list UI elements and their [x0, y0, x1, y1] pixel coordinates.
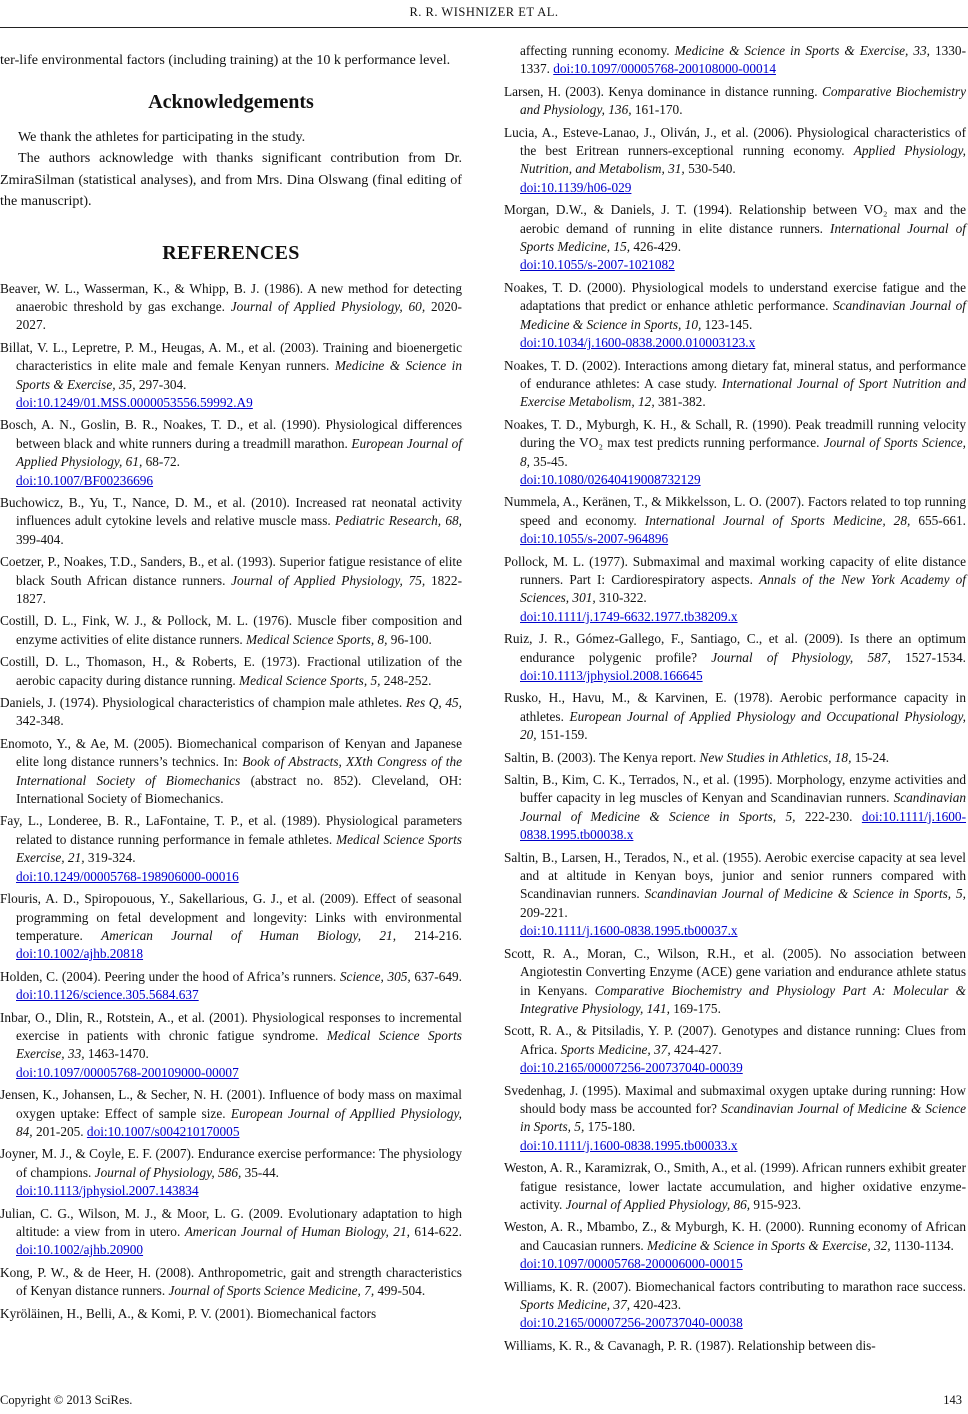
reference-entry	[504, 42, 966, 79]
reference-authors-title: Morgan, D.W., & Daniels, J. T. (1994). Relationship between VO₂ max and the aerobic demand of running in elite distance runners.	[504, 202, 966, 236]
reference-doi-link[interactable]: doi:10.1002/ajhb.20818	[16, 946, 144, 962]
reference-journal: European Journal of Applied Physiology, 61,	[16, 435, 462, 470]
reference-entry	[0, 612, 462, 649]
reference-journal: Journal of Applied Physiology, 60,	[230, 298, 426, 314]
reference-journal: Medical Science Sports, 8,	[246, 631, 388, 647]
reference-authors-title: Weston, A. R., Karamizrak, O., Smith, A., et al. (1999). African runners exhibit greater fatigue resistance, lower lactate accumulation, and higher oxidative enzyme-activity.	[504, 1160, 966, 1212]
reference-entry	[504, 689, 966, 744]
reference-pages: 530-540.	[684, 161, 736, 177]
reference-pages: 35-45.	[529, 453, 568, 469]
reference-authors-title: Flouris, A. D., Spiropouous, Y., Sakellarious, G. J., et al. (2009). Effect of seasonal programming on fetal development and longevity: Links with environmental temperature.	[0, 891, 462, 943]
reference-pages: 319-324.	[84, 850, 136, 866]
reference-doi-link[interactable]: doi:10.1113/jphysiol.2008.166645	[520, 668, 703, 683]
reference-journal: Journal of Applied Physiology, 86,	[565, 1196, 751, 1212]
reference-journal: American Journal of Human Biology, 21,	[184, 1224, 410, 1239]
reference-doi-link[interactable]: doi:10.1002/ajhb.20900	[16, 1242, 144, 1258]
reference-authors-title: Ruiz, J. R., Gómez-Gallego, F., Santiago, C., et al. (2009). Is there an optimum endurance polygenic profile?	[504, 631, 966, 665]
reference-authors-title: Scott, R. A., Moran, C., Wilson, R.H., et al. (2005). No association between Angiotestin Converting Enzyme (ACE) gene variation and endurance athlete status in Kenyans.	[504, 945, 966, 998]
reference-entry	[504, 771, 966, 845]
reference-pages: 123-145.	[701, 316, 753, 332]
header-rule	[0, 27, 968, 28]
reference-journal: Applied Physiology, Nutrition, and Metabolism, 31,	[520, 143, 966, 177]
reference-authors-title: Buchowicz, B., Yu, T., Nance, D. M., et al. (2010). Increased rat neonatal activity influences adult cytokine levels and relative muscle mass.	[0, 494, 462, 529]
reference-doi-link[interactable]: doi:10.1080/02640419008732129	[520, 471, 701, 487]
reference-authors-title: Saltin, B., Larsen, H., Terados, N., et al. (1955). Aerobic exercise capacity at sea level and at altitude in Kenyan boys, junior and senior runners compared with Scandinavian runners.	[504, 849, 966, 902]
ack-paragraph-2: The authors acknowledge with thanks significant contribution from Dr. ZmiraSilman (statistical analyses), and from Mrs. Dina Olswang (final editing of the manuscript).	[0, 150, 462, 209]
reference-entry	[0, 812, 462, 886]
reference-entry	[504, 945, 966, 1019]
reference-entry	[0, 416, 462, 490]
reference-pages: 209-221.	[520, 904, 568, 920]
reference-authors-title: Costill, D. L., Thomason, H., & Roberts, E. (1973). Fractional utilization of the aerobic capacity during distance running.	[0, 654, 462, 688]
reference-authors-title: affecting running economy.	[520, 43, 675, 58]
reference-authors-title: Daniels, J. (1974). Physiological characteristics of champion male athletes.	[0, 695, 406, 711]
reference-journal: Scandinavian Journal of Medicine & Science in Sports, 5,	[520, 1100, 966, 1135]
reference-pages: 214-216.	[396, 927, 463, 943]
reference-pages: 1527-1534.	[890, 649, 967, 665]
reference-journal: Medical Science Sports Exercise, 33,	[16, 1027, 462, 1062]
reference-journal: Journal of Physiology, 586,	[94, 1164, 242, 1180]
reference-entry	[0, 1205, 462, 1260]
reference-pages: 1463-1470.	[84, 1046, 149, 1062]
reference-authors-title: Lucia, A., Esteve-Lanao, J., Oliván, J., et al. (2006). Physiological characteristics of the best Eritrean runners-exceptional running economy.	[504, 124, 966, 159]
reference-doi-link[interactable]: doi:10.1055/s-2007-964896	[520, 531, 669, 547]
reference-doi-link[interactable]: doi:10.2165/00007256-200737040-00038	[520, 1315, 743, 1331]
reference-pages: 151-159.	[536, 727, 588, 743]
reference-entry	[0, 494, 462, 549]
reference-pages: 68-72.	[142, 454, 180, 470]
reference-pages: 297-304.	[135, 376, 187, 392]
reference-authors-title: Kyröläinen, H., Belli, A., & Komi, P. V. (2001). Biomechanical factors	[0, 1305, 377, 1321]
reference-entry	[0, 653, 462, 690]
reference-entry	[504, 553, 966, 627]
reference-journal: Medicine & Science in Sports & Exercise, 35,	[16, 358, 462, 392]
reference-pages: 399-404.	[16, 531, 64, 547]
reference-authors-title: Bosch, A. N., Goslin, B. R., Noakes, T. D., et al. (1990). Physiological differences between black and white runners during a treadmill marathon.	[0, 417, 462, 451]
reference-journal: Science, 305,	[339, 968, 411, 984]
reference-doi-link[interactable]: doi:10.1097/00005768-200109000-00007	[16, 1064, 239, 1080]
reference-doi-link[interactable]: doi:10.1249/00005768-198906000-00016	[16, 868, 239, 884]
reference-pages: 222-230.	[795, 808, 862, 824]
reference-authors-title: Svedenhag, J. (1995). Maximal and submaximal oxygen uptake during running: How should body mass be accounted for?	[504, 1082, 966, 1116]
reference-authors-title: Kong, P. W., & de Heer, H. (2008). Anthropometric, gait and strength characteristics of Kenyan distance runners.	[0, 1264, 462, 1299]
reference-entry	[0, 553, 462, 608]
reference-authors-title: Joyner, M. J., & Coyle, E. F. (2007). Endurance exercise performance: The physiology of champions.	[0, 1146, 462, 1180]
reference-entry	[0, 890, 462, 964]
reference-journal: Medical Science Sports Exercise, 21,	[16, 831, 462, 866]
reference-authors-title: Fay, L., Londeree, B. R., LaFontaine, T. P., et al. (1989). Physiological parameters related to distance running performance in female athletes.	[0, 813, 462, 847]
reference-doi-link[interactable]: doi:10.1097/00005768-200006000-00015	[520, 1256, 743, 1272]
reference-authors-title: Larsen, H. (2003). Kenya dominance in distance running.	[504, 83, 823, 99]
reference-entry	[0, 694, 462, 731]
reference-journal: European Journal of Applied Physiology and Occupational Physiology, 20,	[520, 708, 966, 743]
reference-authors-title: Weston, A. R., Mbambo, Z., & Myburgh, K. H. (2000). Running economy of African and Caucasian runners.	[504, 1219, 966, 1253]
reference-journal: Medicine & Science in Sports & Exercise, 32,	[647, 1237, 891, 1253]
intro-tail-paragraph: ter-life environmental factors (including training) at the 10 k performance level.	[0, 52, 451, 68]
reference-journal: International Journal of Sports Medicine, 28,	[644, 512, 911, 528]
reference-pages: 342-348.	[16, 713, 64, 729]
reference-doi-link[interactable]: doi:10.1007/BF00236696	[16, 472, 154, 488]
reference-doi-link[interactable]: doi:10.1097/00005768-200108000-00014	[553, 61, 776, 77]
reference-authors-title: Julian, C. G., Wilson, M. J., & Moor, L. G. (2009. Evolutionary adaptation to high altitude: a view from in utero.	[0, 1205, 462, 1239]
reference-entry	[504, 201, 966, 275]
reference-pages: 35-44.	[241, 1164, 279, 1180]
reference-authors-title: Billat, V. L., Lepretre, P. M., Heugas, A. M., et al. (2003). Training and bioenergetic characteristics in elite male and female Kenyan runners.	[0, 339, 462, 374]
reference-journal: New Studies in Athletics, 18,	[699, 749, 852, 765]
reference-entry	[0, 968, 462, 1005]
reference-entry	[504, 416, 966, 490]
reference-doi-link[interactable]: doi:10.1034/j.1600-0838.2000.010003123.x	[520, 335, 756, 351]
reference-pages: 915-923.	[750, 1196, 802, 1212]
reference-doi-link[interactable]: doi:10.1055/s-2007-1021082	[520, 257, 675, 273]
reference-journal: European Journal of Appllied Physiology, 84,	[16, 1105, 463, 1139]
reference-entry	[504, 279, 966, 353]
reference-journal: Sports Medicine, 37,	[520, 1297, 631, 1312]
acknowledgements-heading: Acknowledgements	[148, 90, 314, 113]
reference-journal: American Journal of Human Biology, 21,	[101, 927, 397, 943]
reference-pages: 96-100.	[387, 631, 432, 647]
reference-list-left	[0, 280, 462, 1324]
reference-authors-title: Costill, D. L., Fink, W. J., & Pollock, M. L. (1976). Muscle fiber composition and enzyme activities of elite distance runners.	[0, 613, 462, 647]
reference-authors-title: Williams, K. R., & Cavanagh, P. R. (1987). Relationship between dis-	[504, 1337, 876, 1353]
references-heading: REFERENCES	[162, 241, 300, 264]
reference-pages: 161-170.	[631, 102, 683, 118]
reference-journal: Annals of the New York Academy of Sciences, 301,	[520, 571, 966, 606]
reference-entry	[0, 1086, 462, 1141]
running-head: R. R. WISHNIZER ET AL.	[409, 5, 559, 19]
reference-doi-link[interactable]: doi:10.1126/science.305.5684.637	[16, 987, 199, 1003]
reference-pages: 637-649.	[410, 968, 462, 984]
reference-journal: Journal of Physiology, 587,	[711, 649, 891, 665]
reference-entry	[504, 357, 966, 412]
reference-doi-link[interactable]: doi:10.2165/00007256-200737040-00039	[520, 1060, 743, 1076]
reference-journal: Pediatric Research, 68,	[335, 513, 462, 529]
reference-pages: 1330-1337.	[520, 43, 967, 77]
reference-entry	[504, 1159, 966, 1214]
reference-journal: Medicine & Science in Sports & Exercise, 33,	[674, 43, 930, 58]
right-column	[504, 42, 966, 1359]
reference-doi-link[interactable]: doi:10.1111/j.1600-0838.1995.tb00033.x	[520, 1137, 738, 1153]
reference-entry	[0, 1009, 462, 1083]
reference-pages: 614-622.	[409, 1224, 462, 1239]
reference-authors-title: Inbar, O., Dlin, R., Rotstein, A., et al. (2001). Physiological responses to incremental exercise in patients with chronic fatigue syndrome.	[0, 1009, 462, 1043]
reference-entry	[504, 630, 966, 685]
reference-journal: Scandinavian Journal of Medicine & Science in Sports, 5,	[644, 886, 967, 902]
reference-pages: 169-175.	[669, 1000, 721, 1016]
reference-entry	[504, 1218, 966, 1273]
reference-journal: Journal of Applied Physiology, 75,	[231, 572, 426, 588]
reference-journal: Journal of Sports Science, 8,	[520, 435, 967, 469]
reference-doi-link[interactable]: doi:10.1111/j.1749-6632.1977.tb38209.x	[520, 608, 738, 624]
reference-doi-link[interactable]: doi:10.1111/j.1600-0838.1995.tb00037.x	[520, 923, 738, 939]
reference-doi-link[interactable]: doi:10.1249/01.MSS.0000053556.59992.A9	[16, 394, 253, 410]
reference-doi-link[interactable]: doi:10.1111/j.1600-0838.1995.tb00038.x	[520, 808, 967, 843]
reference-journal: Sports Medicine, 37,	[560, 1041, 671, 1057]
reference-entry	[0, 1305, 462, 1323]
reference-pages: 201-205.	[32, 1123, 87, 1139]
reference-entry	[504, 849, 966, 941]
reference-entry	[504, 124, 966, 198]
reference-journal: Scandinavian Journal of Medicine & Science in Sports, 10,	[520, 298, 966, 332]
reference-authors-title: Rusko, H., Havu, M., & Karvinen, E. (1978). Aerobic performance capacity in athletes.	[504, 690, 966, 724]
reference-entry	[504, 1022, 966, 1077]
reference-pages: 248-252.	[380, 672, 432, 688]
reference-authors-title: Williams, K. R. (2007). Biomechanical factors contributing to marathon race success.	[504, 1278, 966, 1294]
reference-entry	[504, 1278, 966, 1333]
reference-authors-title: Noakes, T. D., Myburgh, K. H., & Schall, R. (1990). Peak treadmill running velocity during the VO₂ max test predicts running performance.	[504, 416, 966, 451]
reference-authors-title: Enomoto, Y., & Ae, M. (2005). Biomechanical comparison of Kenyan and Japanese elite long distance runners’s technics. In:	[0, 735, 462, 770]
reference-authors-title: Beaver, W. L., Wasserman, K., & Whipp, B. J. (1986). A new method for detecting anaerobic threshold by gas exchange.	[0, 280, 462, 314]
reference-entry	[504, 1337, 966, 1355]
reference-authors-title: Nummela, A., Keränen, T., & Mikkelsson, L. O. (2007). Factors related to top running speed and economy.	[504, 494, 966, 528]
reference-journal: International Journal of Sports Medicine, 15,	[520, 220, 967, 255]
reference-doi-link[interactable]: doi:10.1113/jphysiol.2007.143834	[16, 1183, 199, 1199]
reference-pages: 1130-1134.	[890, 1237, 954, 1253]
ack-paragraph-1: We thank the athletes for participating in the study.	[18, 128, 306, 145]
reference-pages: 424-427.	[670, 1041, 722, 1057]
left-column	[0, 50, 462, 1327]
reference-journal: Comparative Biochemistry and Physiology, 136,	[520, 83, 967, 118]
reference-authors-title: Coetzer, P., Noakes, T.D., Sanders, B., et al. (1993). Superior fatigue resistance of elite black South African distance runners.	[0, 554, 462, 588]
reference-authors-title: Saltin, B., Kim, C. K., Terrados, N., et al. (1995). Morphology, enzyme activities and buffer capacity in leg muscles of Kenyan and Scandinavian runners.	[504, 772, 966, 806]
reference-journal: Res Q, 45,	[405, 695, 462, 711]
reference-pages: (abstract no. 852). Cleveland, OH: International Society of Biomechanics.	[16, 772, 462, 807]
reference-authors-title: Noakes, T. D. (2000). Physiological models to understand exercise fatigue and the adaptations that predict or enhance athletic performance.	[504, 279, 966, 314]
reference-pages: 381-382.	[654, 394, 706, 410]
reference-pages: 175-180.	[584, 1119, 636, 1135]
reference-entry	[504, 493, 966, 548]
reference-entry	[504, 83, 966, 120]
reference-authors-title: Scott, R. A., & Pitsiladis, Y. P. (2007). Genotypes and distance running: Clues from Africa.	[504, 1023, 966, 1057]
reference-entry	[0, 339, 462, 413]
reference-pages: 1822-1827.	[16, 572, 462, 606]
reference-authors-title: Noakes, T. D. (2002). Interactions among dietary fat, mineral status, and performance of endurance athletes: A case study.	[504, 357, 966, 391]
reference-journal: Book of Abstracts, XXth Congress of the International Society of Biomechanics	[16, 754, 462, 788]
reference-journal: Journal of Sports Science Medicine, 7,	[168, 1283, 375, 1299]
reference-authors-title: Saltin, B. (2003). The Kenya report.	[504, 749, 700, 765]
reference-authors-title: Jensen, K., Johansen, L., & Secher, N. H. (2001). Influence of body mass on maximal oxygen uptake: Effect of sample size.	[0, 1087, 462, 1121]
copyright-notice: Copyright © 2013 SciRes.	[0, 1393, 133, 1407]
reference-entry	[0, 735, 462, 809]
reference-journal: Scandinavian Journal of Medicine & Science in Sports, 5,	[520, 790, 966, 824]
reference-entry	[0, 1264, 462, 1301]
reference-authors-title: Pollock, M. L. (1977). Submaximal and maximal working capacity of elite distance runners. Part I: Cardiorespiratory aspects.	[504, 553, 966, 587]
reference-authors-title: Holden, C. (2004). Peering under the hood of Africa’s runners.	[0, 968, 340, 984]
reference-journal: Medical Science Sports, 5,	[239, 672, 381, 688]
reference-entry	[0, 1145, 462, 1200]
reference-list-right	[504, 42, 966, 1355]
reference-pages: 15-24.	[851, 749, 890, 765]
reference-pages: 420-423.	[630, 1297, 682, 1312]
reference-entry	[504, 749, 966, 767]
reference-pages: 2020-2027.	[16, 298, 462, 333]
reference-pages: 310-322.	[595, 590, 647, 606]
reference-doi-link[interactable]: doi:10.1139/h06-029	[520, 179, 632, 195]
reference-journal: Comparative Biochemistry and Physiology Part A: Molecular & Integrative Physiology, 141,	[520, 982, 966, 1016]
reference-pages: 426-429.	[630, 239, 682, 255]
reference-entry	[504, 1082, 966, 1156]
reference-pages: 499-504.	[374, 1283, 426, 1299]
reference-pages: 655-661.	[910, 512, 966, 528]
reference-doi-link[interactable]: doi:10.1007/s004210170005	[86, 1123, 240, 1139]
reference-entry	[0, 280, 462, 335]
reference-journal: International Journal of Sport Nutrition and Exercise Metabolism, 12,	[520, 375, 967, 410]
page-number: 143	[943, 1393, 962, 1407]
